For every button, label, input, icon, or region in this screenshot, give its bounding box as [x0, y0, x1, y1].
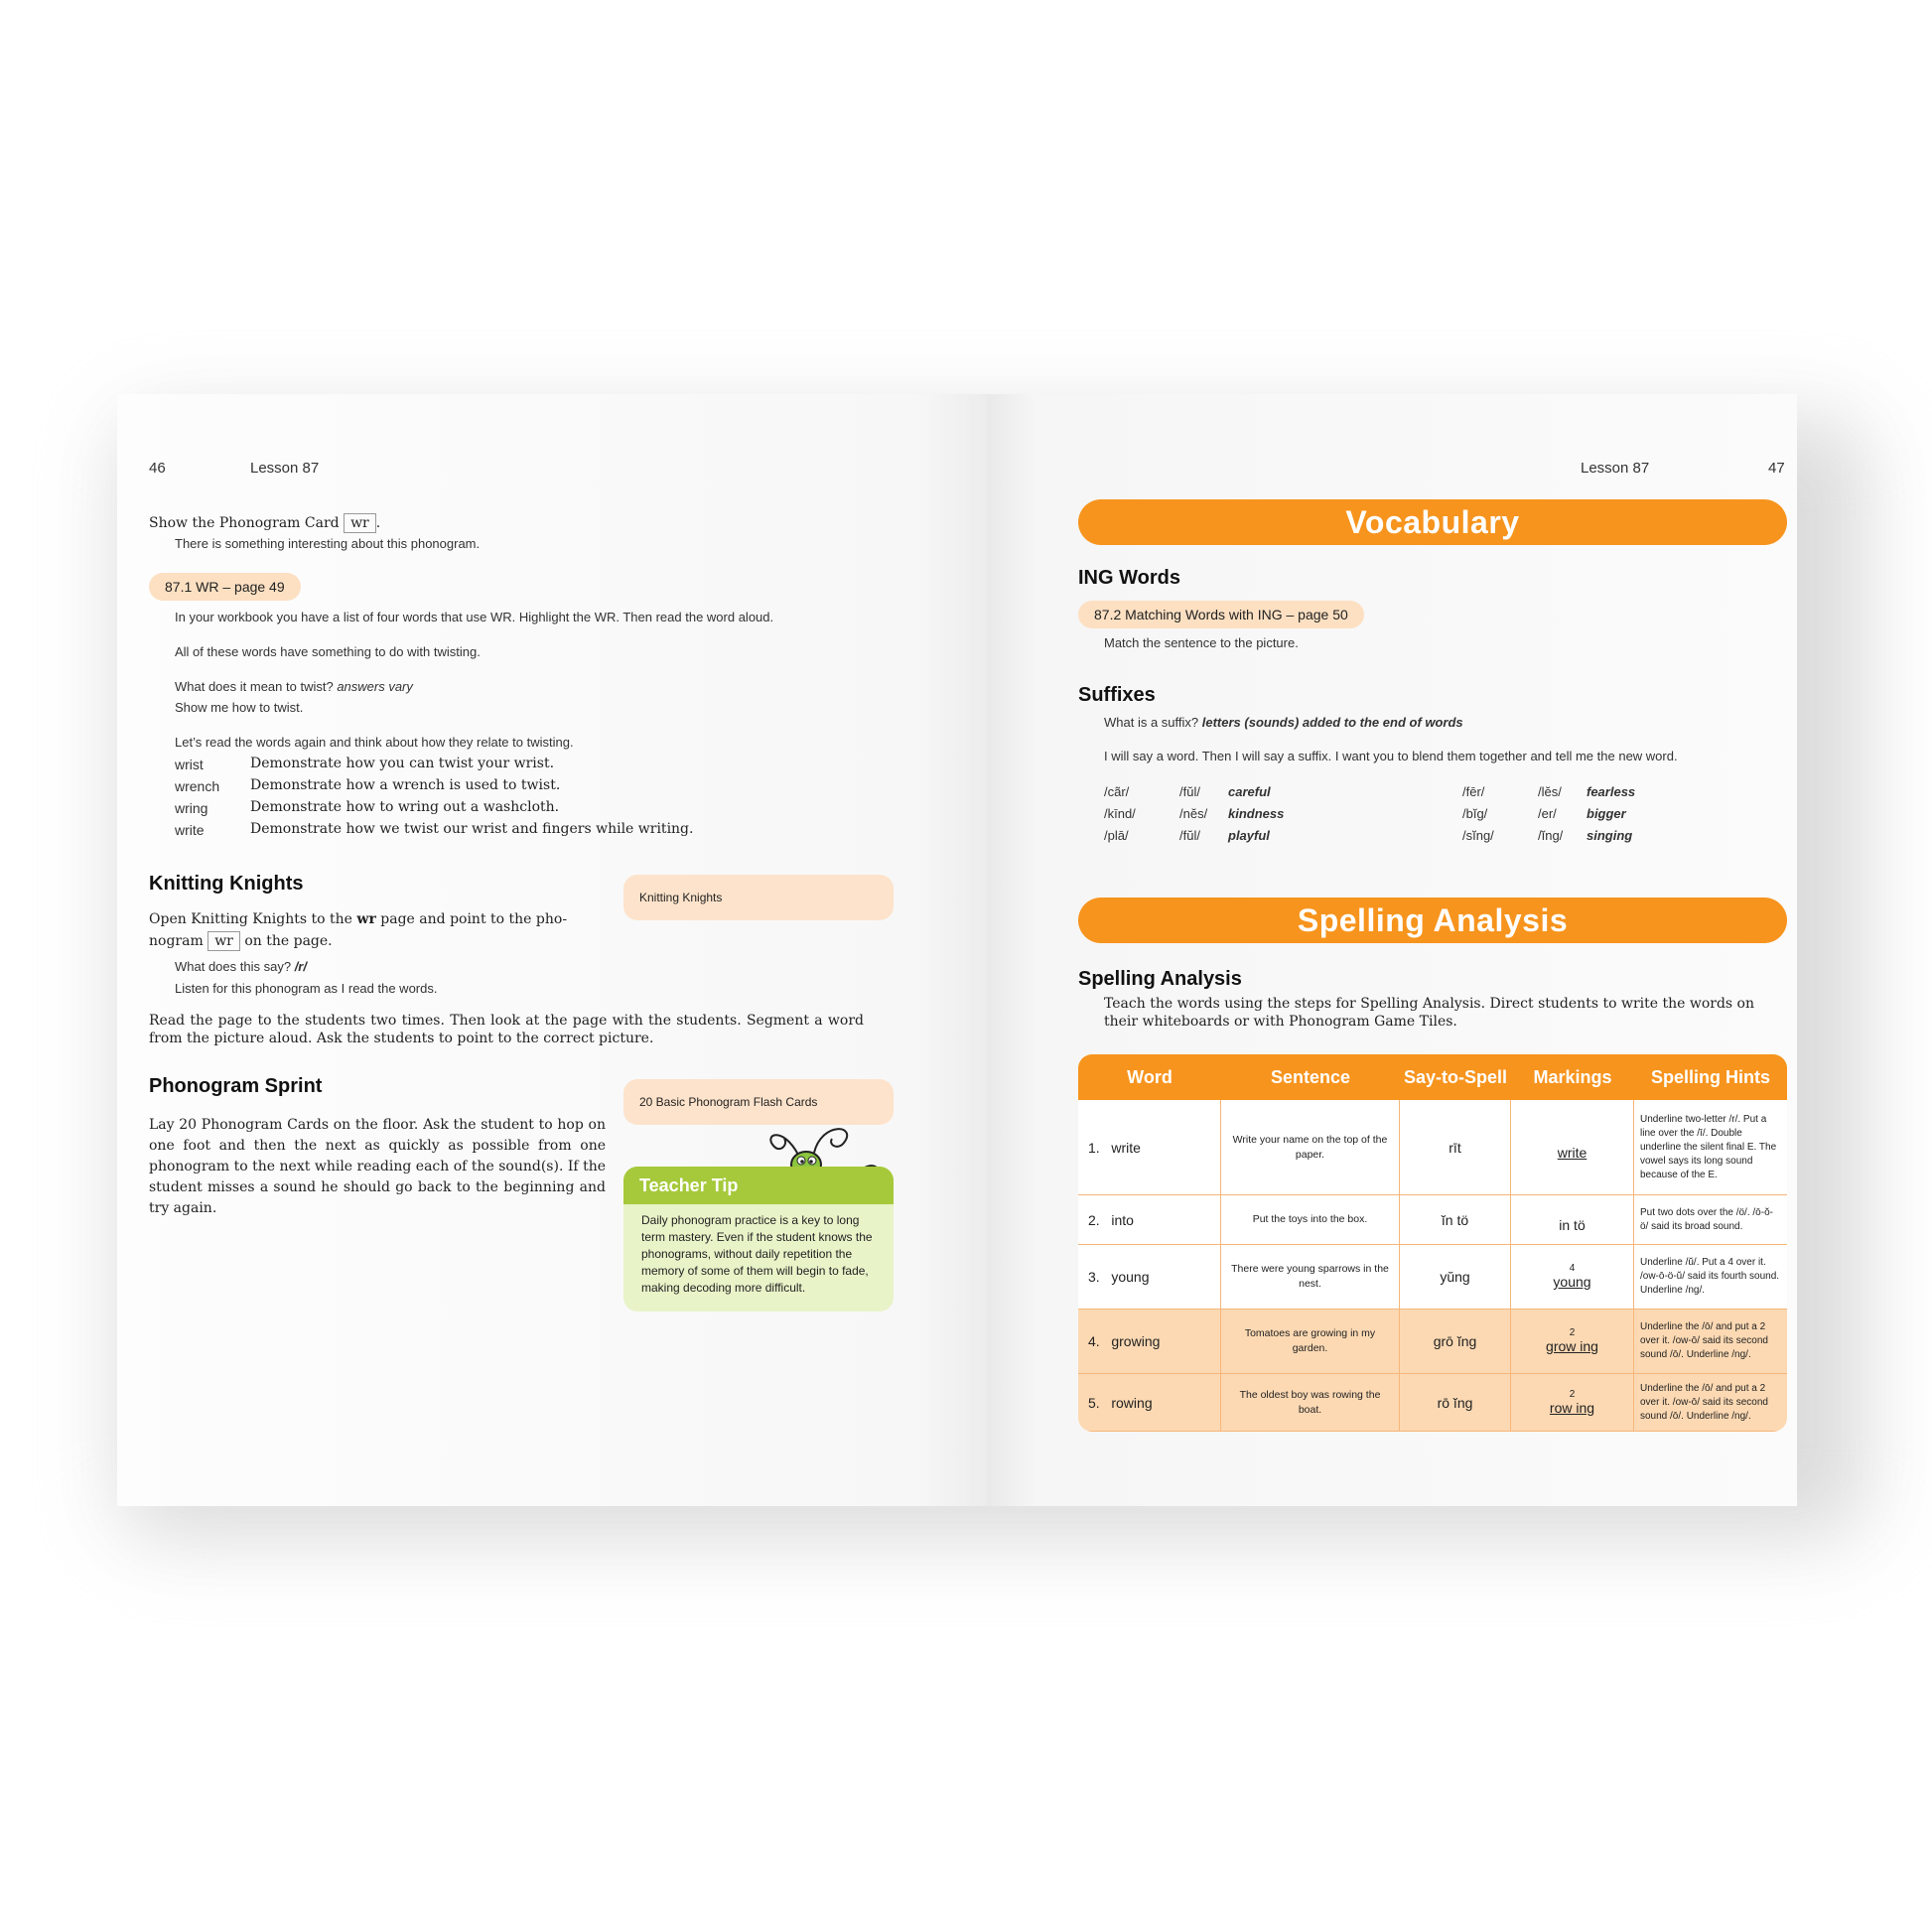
ing-words-heading: ING Words	[1078, 567, 1180, 589]
word-list-demo: Demonstrate how we twist our wrist and fingers while writing.	[250, 821, 694, 837]
interesting-text: There is something interesting about this phonogram.	[175, 536, 481, 551]
spelling-analysis-heading: Spelling Analysis	[1078, 968, 1242, 990]
table-header-row	[1078, 1054, 1787, 1100]
hint-cell: Underline /ŭ/. Put a 4 over it. /ow-ō-ö-ŭ/ said its fourth sound. Underline /ng/.	[1634, 1245, 1787, 1310]
col-header-spelling-hints: Spelling Hints	[1634, 1054, 1787, 1100]
suffix-base: /kīnd/	[1104, 806, 1136, 821]
mark-number: 2	[1569, 1327, 1576, 1338]
flash-cards-resource: 20 Basic Phonogram Flash Cards	[623, 1079, 894, 1125]
say-cell: yŭng	[1400, 1245, 1511, 1310]
word-cell	[1078, 1100, 1221, 1195]
suffix-instruction: I will say a word. Then I will say a suffix. I want you to blend them together and tell me the new word.	[1104, 749, 1678, 763]
marking-text: in tö	[1559, 1216, 1586, 1233]
table-row	[1078, 1245, 1787, 1310]
suffixes-heading: Suffixes	[1078, 684, 1156, 706]
marking-text: young	[1553, 1274, 1591, 1290]
word-cell	[1078, 1310, 1221, 1374]
suffix-result: careful	[1228, 784, 1271, 799]
word-cell	[1078, 1245, 1221, 1310]
suffix-suffix: /lĕs/	[1538, 784, 1562, 799]
hint-cell: Underline two-letter /r/. Put a line over the /ī/. Double underline the silent final E. The vowel says its long sound because of the E.	[1634, 1100, 1787, 1195]
marking-cell	[1511, 1374, 1634, 1432]
table-row	[1078, 1310, 1787, 1374]
say-cell: rō ĭng	[1400, 1374, 1511, 1432]
row-word: young	[1111, 1269, 1150, 1285]
word-list-demo: Demonstrate how you can twist your wrist.	[250, 756, 555, 771]
sentence-cell: There were young sparrows in the nest.	[1221, 1245, 1400, 1310]
phonogram-card-wr-2: wr	[207, 931, 240, 951]
hint-cell: Put two dots over the /ö/. /ō-ŏ-ö/ said its broad sound.	[1634, 1195, 1787, 1245]
sentence-cell: Tomatoes are growing in my garden.	[1221, 1310, 1400, 1374]
marking-cell	[1511, 1100, 1634, 1195]
suffix-base: /sĭng/	[1462, 828, 1494, 843]
ing-text: Match the sentence to the picture.	[1104, 635, 1299, 650]
row-number: 3.	[1088, 1269, 1100, 1285]
word-list-word: wring	[175, 800, 208, 816]
knitting-knights-heading: Knitting Knights	[149, 873, 304, 895]
word-list-demo: Demonstrate how to wring out a washcloth.	[250, 799, 560, 815]
workbook-pill-871: 87.1 WR – page 49	[149, 573, 301, 601]
teacher-tip-title: Teacher Tip	[623, 1167, 894, 1204]
listen-text: Listen for this phonogram as I read the words.	[175, 981, 438, 996]
suffix-suffix: /er/	[1538, 806, 1557, 821]
word-cell	[1078, 1195, 1221, 1245]
spelling-table	[1078, 1054, 1787, 1432]
sentence-cell: Write your name on the top of the paper.	[1221, 1100, 1400, 1195]
row-word: rowing	[1111, 1394, 1153, 1411]
open-text-a: Open Knitting Knights to the	[149, 911, 352, 927]
word-cell	[1078, 1374, 1221, 1432]
row-word: into	[1111, 1211, 1134, 1228]
col-header-sentence: Sentence	[1221, 1054, 1400, 1100]
say-cell: rīt	[1400, 1100, 1511, 1195]
col-header-say-to-spell: Say-to-Spell	[1400, 1054, 1511, 1100]
table-row	[1078, 1374, 1787, 1432]
open-text-c: nogram	[149, 933, 204, 949]
word-list-word: wrench	[175, 778, 220, 794]
table-row	[1078, 1100, 1787, 1195]
all-words-text: All of these words have something to do with twisting.	[175, 644, 481, 659]
teacher-tip-box	[623, 1167, 894, 1311]
sentence-cell: Put the toys into the box.	[1221, 1195, 1400, 1245]
open-text-bold: wr	[356, 911, 376, 927]
mark-number: 4	[1569, 1263, 1576, 1274]
marking-cell	[1511, 1245, 1634, 1310]
mark-number	[1517, 1135, 1627, 1145]
left-page	[117, 394, 987, 1506]
show-card-text: Show the Phonogram Card	[149, 515, 340, 531]
knitting-knights-resource: Knitting Knights	[623, 875, 894, 920]
page-number-right: 47	[1768, 460, 1785, 477]
knitting-answer: /r/	[294, 959, 307, 974]
row-number: 4.	[1088, 1333, 1100, 1349]
suffix-result: playful	[1228, 828, 1270, 843]
phonogram-sprint-heading: Phonogram Sprint	[149, 1075, 323, 1097]
row-number: 2.	[1088, 1211, 1100, 1228]
vocabulary-banner: Vocabulary	[1078, 499, 1787, 545]
row-word: growing	[1111, 1333, 1161, 1349]
say-cell: grō ĭng	[1400, 1310, 1511, 1374]
workbook-text: In your workbook you have a list of four words that use WR. Highlight the WR. Then read the word aloud.	[175, 610, 774, 624]
word-list-word: wrist	[175, 757, 204, 772]
hint-cell: Underline the /ō/ and put a 2 over it. /ow-ō/ said its second sound /ō/. Underline /ng/.	[1634, 1310, 1787, 1374]
suffix-base: /cãr/	[1104, 784, 1130, 799]
suffix-suffix: /fŭl/	[1179, 828, 1200, 843]
suffix-result: kindness	[1228, 806, 1285, 821]
workbook-pill-872: 87.2 Matching Words with ING – page 50	[1078, 601, 1364, 628]
marking-text: grow ing	[1546, 1338, 1598, 1354]
suffix-result: bigger	[1587, 806, 1626, 821]
period: .	[375, 515, 381, 531]
sentence-cell: The oldest boy was rowing the boat.	[1221, 1374, 1400, 1432]
col-header-markings: Markings	[1511, 1054, 1634, 1100]
suffix-suffix: /fŭl/	[1179, 784, 1200, 799]
hint-cell: Underline the /ō/ and put a 2 over it. /ow-ō/ said its second sound /ō/. Underline /ng/.	[1634, 1374, 1787, 1432]
knitting-open-text-2	[149, 931, 333, 951]
spelling-text: Teach the words using the steps for Spelling Analysis. Direct students to write the words on their whiteboards or with Phonogram Game Tiles.	[1104, 996, 1754, 1030]
reread-text: Let’s read the words again and think about how they relate to twisting.	[175, 735, 574, 750]
say-cell: ĭn tö	[1400, 1195, 1511, 1245]
twist-answer: answers vary	[337, 679, 413, 694]
row-number: 5.	[1088, 1394, 1100, 1411]
marking-cell	[1511, 1310, 1634, 1374]
show-card-line	[149, 513, 380, 533]
right-page	[987, 394, 1797, 1506]
lesson-label-left: Lesson 87	[250, 460, 320, 477]
teacher-tip-text: Daily phonogram practice is a key to long term mastery. Even if the student knows the phonograms, without daily repetition the memory of some of them will begin to fade, making decoding more difficult.	[641, 1213, 873, 1295]
show-twist: Show me how to twist.	[175, 700, 304, 715]
sprint-text: Lay 20 Phonogram Cards on the floor. Ask the student to hop on one foot and then the next as quickly as possible from one phonogram to the next while reading each of the sound(s). If the student misses a sound he should go back to the beginning and try again.	[149, 1117, 606, 1216]
spelling-analysis-banner: Spelling Analysis	[1078, 897, 1787, 943]
knitting-question	[175, 958, 307, 976]
word-list-demo: Demonstrate how a wrench is used to twist.	[250, 777, 561, 793]
word-list-word: write	[175, 822, 205, 838]
marking-text: row ing	[1549, 1399, 1595, 1416]
suffix-suffix: /nĕs/	[1179, 806, 1208, 821]
suffix-base: /fēr/	[1462, 784, 1485, 799]
read-page-text: Read the page to the students two times. Then look at the page with the students. Segment a word from the picture aloud. Ask the students to point to the correct picture.	[149, 1013, 864, 1046]
suffix-result: fearless	[1587, 784, 1636, 799]
twist-question-text: What does it mean to twist?	[175, 679, 334, 694]
table-row	[1078, 1195, 1787, 1245]
mark-number	[1517, 1207, 1627, 1217]
suffix-base: /plā/	[1104, 828, 1129, 843]
marking-cell	[1511, 1195, 1634, 1245]
suffix-answer: letters (sounds) added to the end of words	[1201, 715, 1463, 730]
suffix-question-text: What is a suffix?	[1104, 715, 1199, 730]
col-header-word: Word	[1078, 1054, 1221, 1100]
open-text-d: on the page.	[244, 933, 333, 949]
row-word: write	[1111, 1139, 1141, 1156]
suffix-suffix: /ĭng/	[1538, 828, 1564, 843]
lesson-label-right: Lesson 87	[1581, 460, 1650, 477]
suffix-result: singing	[1587, 828, 1633, 843]
knitting-open-text	[149, 910, 606, 928]
page-number-left: 46	[149, 460, 166, 477]
suffix-question	[1104, 714, 1463, 732]
row-number: 1.	[1088, 1139, 1100, 1156]
mark-number: 2	[1569, 1388, 1576, 1400]
marking-text: write	[1557, 1144, 1587, 1161]
phonogram-card-wr: wr	[344, 513, 376, 533]
suffix-base: /bĭg/	[1462, 806, 1488, 821]
knitting-question-text: What does this say?	[175, 959, 292, 974]
twist-question	[175, 678, 413, 696]
open-text-b: page and point to the pho-	[380, 911, 568, 927]
